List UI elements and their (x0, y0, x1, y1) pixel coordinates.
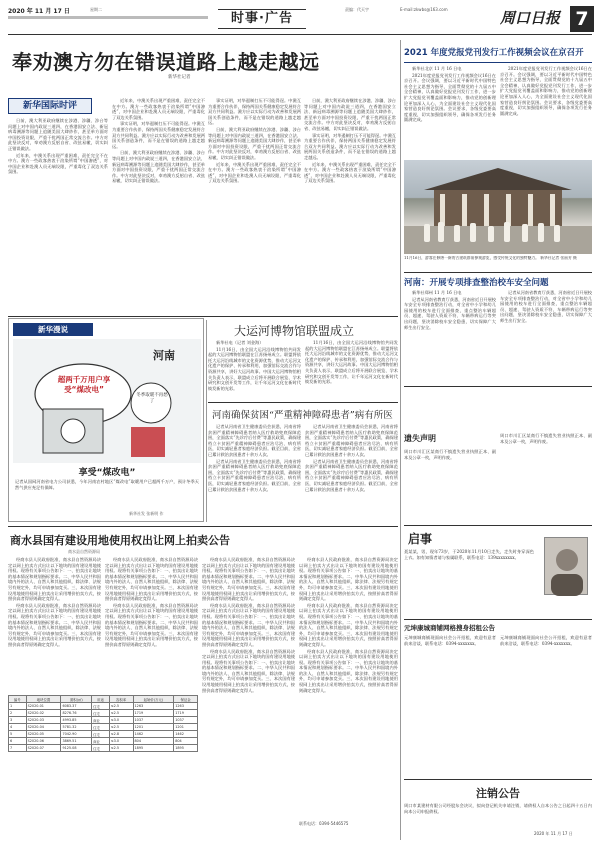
auction-col-4 (299, 557, 398, 817)
column-rule (400, 40, 401, 840)
photo-caption (404, 256, 592, 268)
table-cell: ≤2.5 (109, 745, 133, 752)
poverty-paragraph: 记者从河南省卫生健康委员会获悉，河南省将贫困严重精神障碍患者纳入医疗救助兜底保障范围，全面落实“先诊疗后付费”等惠民政策，确保建档立卡贫困严重精神障碍患者应治尽治、病有所医，切实减轻患者家庭经济负担。截至目前，全省已累计救治贫困患者十余万人次。 (305, 458, 398, 492)
header-rule (8, 16, 208, 19)
table-cell: 住宅 (92, 724, 110, 731)
table-cell: 6 (9, 738, 27, 745)
lead-paragraph: 事实证明，对华遏制打压不可能得逞。中澳互为重要合作伙伴，保持两国关系健康稳定发展符合双方共同利益。澳方应以实际行动为改善和发展两国关系创造条件，而不是在错误的道路上越走越远。 (112, 121, 205, 149)
table-cell: 商业 (92, 738, 110, 745)
lead-paragraph: 近年来，中澳关系出现严重困难，责任完全不在中方。澳方一些政客热衷于渲染所谓“中国渗透”，对中国企业和赴澳人员无端设限，严重毒化了双边关系氛围。 (112, 98, 205, 120)
table-cell: 1 (9, 703, 27, 710)
table-row (9, 738, 198, 745)
auction-paragraph: 经商水县人民政府批准，商水县自然资源局决定以网上拍卖方式出让以下地块的国有建设用地使用权。现将有关事项公告如下：一、拍卖出让地块的基本情况和规划指标要求。二、中华人民共和国境内外的法人、自然人和其他组织，除法律、法规另有规定外，均可申请参加竞买。三、本次国有建设用地使用权网上拍卖出让采用增价拍卖方式，按照价高者得原则确定竞得人。 (299, 648, 398, 693)
lead-paragraph: 日前，澳大利亚政府继续在涉港、涉疆、涉台等问题上对中国内政说三道四，在香港国安立法、新冠病毒溯源等问题上追随美国大肆炒作，甚至单方面对中国投资设限，严重干扰两国正常交流合作。中方对此坚决反对，奉劝澳方反躬自省、改弦易辙，切实纠正错误做法。 (208, 126, 301, 160)
table-header: 编号 (9, 696, 27, 703)
canal-paragraph: 11月16日，由全国大运河沿线博物馆共同发起的大运河博物馆联盟在江苏扬州成立。联盟将依托大运河沿线城市的文化资源优势，推动大运河文化遗产的保护、传承和利用，加强馆际交流合作与资源共享，讲好大运河故事。中国大运河博物馆相关负责人表示，联盟成立后将开展联合展览、学术研究和文创开发等工作，让千年运河文化在新时代焕发新的光彩。 (305, 340, 398, 385)
table-row (9, 703, 198, 710)
poverty-col-2 (305, 424, 398, 520)
lead-col-3 (208, 98, 301, 313)
table-cell: S2020-04 (26, 724, 61, 731)
table-cell: S2020-03 (26, 717, 61, 724)
declaration-title: 遗失声明 (404, 434, 436, 443)
table-cell: 1201 (133, 724, 174, 731)
cartoon-label: 河南 (153, 349, 175, 362)
auction-col-2 (105, 557, 198, 691)
table-cell: 1895 (174, 745, 198, 752)
table-cell: 3869.51 (61, 738, 92, 745)
table-cell: 1462 (174, 731, 198, 738)
canal-article (208, 318, 398, 402)
canal-headline: 大运河博物馆联盟成立 (234, 324, 355, 338)
issue-date: 2020 年 11 月 17 日 (8, 8, 70, 15)
auction-paragraph: 经商水县人民政府批准，商水县自然资源局决定以网上拍卖方式出让以下地块的国有建设用地使用权。现将有关事项公告如下：一、拍卖出让地块的基本情况和规划指标要求。二、中华人民共和国境内外的法人、自然人和其他组织，除法律、法规另有规定外，均可申请参加竞买。三、本次国有建设用地使用权网上拍卖出让采用增价拍卖方式，按照价高者得原则确定竞得人。 (299, 602, 398, 647)
lead-headline: 奉劝澳方勿在错误道路上越走越远 (12, 50, 320, 74)
table-header: 地块位置 (26, 696, 61, 703)
page-header (0, 0, 600, 38)
photo-credit: 新华社记者 张丽芳 摄 (540, 256, 577, 260)
table-cell: 8276.76 (61, 710, 92, 717)
cartoon-author: 新华社发 张新明 作 (129, 511, 164, 516)
schoolbus-article (404, 272, 592, 382)
table-cell: ≤3.0 (109, 717, 133, 724)
person-photo-icon (545, 538, 589, 596)
table-cell: 住宅 (92, 710, 110, 717)
table-cell: ≤3.0 (109, 738, 133, 745)
weekday: 星期二 (90, 7, 102, 12)
auction-paragraph: 经商水县人民政府批准，商水县自然资源局决定以网上拍卖方式出让以下地块的国有建设用地使用权。现将有关事项公告如下：一、拍卖出让地块的基本情况和规划指标要求。二、中华人民共和国境内外的法人、自然人和其他组织，除法律、法规另有规定外，均可申请参加竞买。三、本次国有建设用地使用权网上拍卖出让采用增价拍卖方式，按照价高者得原则确定竞得人。 (202, 557, 295, 602)
table-cell: 1263 (174, 703, 198, 710)
cartoon-illustration (13, 339, 201, 463)
page-number: 7 (570, 6, 594, 32)
canal-dateline: 新华社电（记者 刘金海） (216, 340, 264, 345)
canal-col-2 (305, 340, 398, 400)
auction-notice (8, 526, 398, 841)
cartoon-bubble-main: 超两千万用户享受“煤改电” (57, 375, 111, 394)
table-cell: S2020-07 (26, 745, 61, 752)
party-paragraph: 2021年度党报党刊发行工作视频会议16日在京召开。会议强调，要以习近平新时代中国特色社会主义思想为指导，全面贯彻党的十九届五中全会精神，认真做好党报党刊发行工作，进一步扩大党报党刊覆盖面和影响力，推动党的创新理论更加深入人心，为全面建设社会主义现代化国家营造良好舆论氛围。会议要求，各级党委要高度重视，切实加强组织领导，确保各项发行任务圆满完成。 (500, 66, 592, 116)
lead-paragraph: 事实证明，对华遏制打压不可能得逞。中澳互为重要合作伙伴，保持两国关系健康稳定发展符合双方共同利益。澳方应以实际行动为改善和发展两国关系创造条件，而不是在错误的道路上越走越远。 (304, 132, 396, 160)
auction-paragraph: 经商水县人民政府批准，商水县自然资源局决定以网上拍卖方式出让以下地块的国有建设用地使用权。现将有关事项公告如下：一、拍卖出让地块的基本情况和规划指标要求。二、中华人民共和国境内外的法人、自然人和其他组织，除法律、法规另有规定外，均可申请参加竞买。三、本次国有建设用地使用权网上拍卖出让采用增价拍卖方式，按照价高者得原则确定竞得人。 (105, 602, 198, 647)
table-row (9, 731, 198, 738)
poverty-paragraph: 记者从河南省卫生健康委员会获悉，河南省将贫困严重精神障碍患者纳入医疗救助兜底保障范围，全面落实“先诊疗后付费”等惠民政策，确保建档立卡贫困严重精神障碍患者应治尽治、病有所医，切实减轻患者家庭经济负担。截至目前，全省已累计救治贫困患者十余万人次。 (305, 424, 398, 457)
table-cell: 6083.37 (61, 703, 92, 710)
poverty-paragraph: 记者从河南省卫生健康委员会获悉，河南省将贫困严重精神障碍患者纳入医疗救助兜底保障范围，全面落实“先诊疗后付费”等惠民政策，确保建档立卡贫困严重精神障碍患者应治尽治、病有所医，切实减轻患者家庭经济负担。截至目前，全省已累计救治贫困患者十余万人次。 (208, 424, 301, 457)
lead-paragraph: 近年来，中澳关系出现严重困难，责任完全不在中方。澳方一些政客热衷于渲染所谓“中国渗透”，对中国企业和赴澳人员无端设限，严重毒化了双边关系氛围。 (304, 161, 396, 184)
party-col-2 (500, 66, 592, 156)
table-cell: 2 (9, 710, 27, 717)
auction-paragraph: 经商水县人民政府批准，商水县自然资源局决定以网上拍卖方式出让以下地块的国有建设用地使用权。现将有关事项公告如下：一、拍卖出让地块的基本情况和规划指标要求。二、中华人民共和国境内外的法人、自然人和其他组织，除法律、法规另有规定外，均可申请参加竞买。三、本次国有建设用地使用权网上拍卖出让采用增价拍卖方式，按照价高者得原则确定竞得人。 (299, 557, 398, 602)
table-cell: 9125.08 (61, 745, 92, 752)
table-cell: 1263 (133, 703, 174, 710)
table-cell: S2020-05 (26, 731, 61, 738)
column-rule (206, 320, 207, 522)
newspaper-logo: 周口日报 (500, 9, 561, 27)
auction-contact: 联系电话：0394-5446575 (299, 821, 349, 826)
table-header: 起始价(万元) (133, 696, 174, 703)
party-rule (404, 62, 592, 63)
schoolbus-col-2 (500, 290, 592, 378)
table-cell: S2020-06 (26, 738, 61, 745)
party-dateline: 新华社北京 11 月 16 日电 (412, 66, 462, 71)
auction-paragraph: 经商水县人民政府批准，商水县自然资源局决定以网上拍卖方式出让以下地块的国有建设用地使用权。现将有关事项公告如下：一、拍卖出让地块的基本情况和规划指标要求。二、中华人民共和国境内外的法人、自然人和其他组织，除法律、法规另有规定外，均可申请参加竞买。三、本次国有建设用地使用权网上拍卖出让采用增价拍卖方式，按照价高者得原则确定竞得人。 (202, 602, 295, 647)
auction-headline: 商水县国有建设用地使用权出让网上拍卖公告 (10, 534, 230, 547)
schoolbus-paragraph: 记者从河南省教育厅获悉，河南省近日开展校车安全专项排查整治行动，对全省中小学和幼儿园使用的校车进行全面排查，重点整治车辆超员、超速、驾驶人资质不符、车辆带病运行等突出问题，坚决消除校车安全隐患，切实保障广大师生出行安全。 (404, 296, 496, 330)
building-illustration (404, 160, 592, 254)
schoolbus-headline: 河南：开展专项排查整治校车安全问题 (404, 278, 549, 288)
section-rule (8, 316, 398, 317)
table-header: 保证金 (174, 696, 198, 703)
auction-table (8, 695, 198, 752)
schoolbus-paragraph: 记者从河南省教育厅获悉，河南省近日开展校车安全专项排查整治行动，对全省中小学和幼儿园使用的校车进行全面排查，重点整治车辆超员、超速、驾驶人资质不符、车辆带病运行等突出问题，坚决消除校车安全隐患，切实保障广大师生出行安全。 (500, 290, 592, 323)
auction-paragraph: 经商水县人民政府批准，商水县自然资源局决定以网上拍卖方式出让以下地块的国有建设用地使用权。现将有关事项公告如下：一、拍卖出让地块的基本情况和规划指标要求。二、中华人民共和国境内外的法人、自然人和其他组织，除法律、法规另有规定外，均可申请参加竞买。三、本次国有建设用地使用权网上拍卖出让采用增价拍卖方式，按照价高者得原则确定竞得人。 (8, 557, 101, 602)
column-badge (8, 98, 92, 114)
schoolbus-col-1 (404, 290, 496, 378)
section-tab (218, 9, 306, 29)
section-title: 时事·广告 (231, 11, 293, 26)
lead-paragraph: 日前，澳大利亚政府继续在涉港、涉疆、涉台等问题上对中国内政说三道四，在香港国安立法、新冠病毒溯源等问题上追随美国大肆炒作，甚至单方面对中国投资设限，严重干扰两国正常交流合作。中方对此坚决反对，奉劝澳方反躬自省、改弦易辙，切实纠正错误做法。 (112, 150, 205, 184)
poverty-col-1 (208, 424, 301, 520)
table-row (9, 710, 198, 717)
cartoon-bubble-small: 冬季取暖不再愁了 (136, 393, 168, 404)
auction-table-wrap (8, 695, 198, 835)
table-cell: 7042.90 (61, 731, 92, 738)
poverty-article (208, 402, 398, 522)
cartoon-box (8, 318, 204, 522)
auction-paragraph: 经商水县人民政府批准，商水县自然资源局决定以网上拍卖方式出让以下地块的国有建设用地使用权。现将有关事项公告如下：一、拍卖出让地块的基本情况和规划指标要求。二、中华人民共和国境内外的法人、自然人和其他组织，除法律、法规另有规定外，均可申请参加竞买。三、本次国有建设用地使用权网上拍卖出让采用增价拍卖方式，按照价高者得原则确定竞得人。 (8, 602, 101, 647)
table-cell: 5781.32 (61, 724, 92, 731)
lead-col-1 (8, 118, 108, 313)
table-header: 用途 (92, 696, 110, 703)
table-cell: 住宅 (92, 731, 110, 738)
lead-byline: 新华社记者 (168, 75, 191, 80)
table-cell: 7 (9, 745, 27, 752)
auction-col-3 (202, 557, 295, 832)
lead-article (8, 40, 398, 317)
cartoon-caption: 记者从国网河南省电力公司获悉，今年河南农村地区“煤改电”取暖用户已超两千万户，预计冬季天然气供应充足有保障。 (15, 479, 199, 490)
credit-text-2: 元坤康城商铺现面向社会公开招租，欢迎有意者前来洽谈，联系电话：0394-xxxxxxx。 (500, 635, 592, 646)
table-cell: 住宅 (92, 745, 110, 752)
table-cell: 4 (9, 724, 27, 731)
table-cell: 1895 (133, 745, 174, 752)
credit-title: 元坤康城商铺网格搜身招租公告 (404, 624, 495, 632)
table-header-row (9, 696, 198, 703)
schoolbus-dateline: 新华社郑州 11 月 16 日电 (412, 290, 462, 295)
cartoon-column-name: 新华漫说 (13, 323, 93, 336)
table-cell: 4993.85 (61, 717, 92, 724)
table-cell: 1037 (174, 717, 198, 724)
cancel-date: 2020 年 11 月 17 日 (534, 831, 573, 836)
table-header: 面积(㎡) (61, 696, 92, 703)
table-cell: 804 (133, 738, 174, 745)
declaration-text-2: 周口市川汇区某商行不慎遗失营业执照正本、副本及公章一枚，声明作废。 (500, 433, 592, 444)
poverty-paragraph: 记者从河南省卫生健康委员会获悉，河南省将贫困严重精神障碍患者纳入医疗救助兜底保障范围，全面落实“先诊疗后付费”等惠民政策，确保建档立卡贫困严重精神障碍患者应治尽治、病有所医，切实减轻患者家庭经济负担。截至目前，全省已累计救治贫困患者十余万人次。 (208, 458, 301, 492)
qishi-text: 聂某某，男，现年73岁，于2020年11月10日走失，走失时身穿深色上衣。如有知情者请与家属联系，联系电话：139xxxxxxxx。 (404, 549, 534, 560)
table-header: 容积率 (109, 696, 133, 703)
canal-col-1 (208, 340, 301, 400)
lead-paragraph: 日前，澳大利亚政府继续在涉港、涉疆、涉台等问题上对中国内政说三道四，在香港国安立法、新冠病毒溯源等问题上追随美国大肆炒作，甚至单方面对中国投资设限，严重干扰两国正常交流合作。中方对此坚决反对，奉劝澳方反躬自省、改弦易辙，切实纠正错误做法。 (304, 98, 396, 131)
column-name: 新华国际时评 (22, 101, 77, 111)
table-cell: 1462 (133, 731, 174, 738)
cartoon-caption-title: 享受“煤改电” (78, 468, 136, 478)
party-col-1 (404, 66, 496, 156)
cancel-text: 周口市某建材有限公司经股东会决议，拟向登记机关申请注销，请债权人自本公告之日起四十五日内向本公司申报债权。 (404, 803, 592, 814)
news-photo (404, 160, 592, 254)
poverty-headline: 河南确保贫困“严重精神障碍患者”病有所医 (212, 410, 393, 421)
table-cell: ≤2.5 (109, 710, 133, 717)
declaration-text: 周口市川汇区某商行不慎遗失营业执照正本、副本及公章一枚，声明作废。 (404, 449, 496, 460)
table-cell: 1719 (174, 710, 198, 717)
lead-paragraph: 事实证明，对华遏制打压不可能得逞。中澳互为重要合作伙伴，保持两国关系健康稳定发展符合双方共同利益。澳方应以实际行动为改善和发展两国关系创造条件，而不是在错误的道路上越走越远。 (208, 98, 301, 126)
canal-paragraph: 11月16日，由全国大运河沿线博物馆共同发起的大运河博物馆联盟在江苏扬州成立。联盟将依托大运河沿线城市的文化资源优势，推动大运河文化遗产的保护、传承和利用，加强馆际交流合作与资源共享，讲好大运河故事。中国大运河博物馆相关负责人表示，联盟成立后将开展联合展览、学术研究和文创开发等工作，让千年运河文化在新时代焕发新的光彩。 (208, 346, 301, 391)
table-cell: ≤2.5 (109, 724, 133, 731)
table-cell: ≤2.8 (109, 731, 133, 738)
lead-paragraph: 近年来，中澳关系出现严重困难，责任完全不在中方。澳方一些政客热衷于渲染所谓“中国渗透”，对中国企业和赴澳人员无端设限，严重毒化了双边关系氛围。 (8, 152, 108, 175)
auction-paragraph: 经商水县人民政府批准，商水县自然资源局决定以网上拍卖方式出让以下地块的国有建设用地使用权。现将有关事项公告如下：一、拍卖出让地块的基本情况和规划指标要求。二、中华人民共和国境内外的法人、自然人和其他组织，除法律、法规另有规定外，均可申请参加竞买。三、本次国有建设用地使用权网上拍卖出让采用增价拍卖方式，按照价高者得原则确定竞得人。 (202, 648, 295, 693)
table-cell: 3 (9, 717, 27, 724)
qishi-title: 启事 (408, 532, 433, 546)
cancel-title: 注销公告 (476, 787, 520, 800)
auction-paragraph: 经商水县人民政府批准，商水县自然资源局决定以网上拍卖方式出让以下地块的国有建设用地使用权。现将有关事项公告如下：一、拍卖出让地块的基本情况和规划指标要求。二、中华人民共和国境内外的法人、自然人和其他组织，除法律、法规另有规定外，均可申请参加竞买。三、本次国有建设用地使用权网上拍卖出让采用增价拍卖方式，按照价高者得原则确定竞得人。 (105, 557, 198, 602)
editor: 责编：代天宇 (345, 7, 369, 12)
party-headline: 2021 年度党报党刊发行工作视频会议在京召开 (404, 48, 584, 58)
table-cell: 商业 (92, 717, 110, 724)
photo-caption-text: 11月16日，游客在修缮一新的古建筑群前参观游览，感受传统文化的独特魅力。 (404, 256, 539, 260)
table-row (9, 724, 198, 731)
auction-col-1 (8, 557, 101, 691)
classifieds (404, 386, 592, 841)
lead-paragraph: 日前，澳大利亚政府继续在涉港、涉疆、涉台等问题上对中国内政说三道四，在香港国安立法、新冠病毒溯源等问题上追随美国大肆炒作，甚至单方面对中国投资设限，严重干扰两国正常交流合作。中方对此坚决反对，奉劝澳方反躬自省、改弦易辙，切实纠正错误做法。 (8, 118, 108, 151)
table-cell: 804 (174, 738, 198, 745)
table-cell: S2020-02 (26, 710, 61, 717)
party-paragraph: 2021年度党报党刊发行工作视频会议16日在京召开。会议强调，要以习近平新时代中国特色社会主义思想为指导，全面贯彻党的十九届五中全会精神，认真做好党报党刊发行工作，进一步扩大党报党刊覆盖面和影响力，推动党的创新理论更加深入人心，为全面建设社会主义现代化国家营造良好舆论氛围。会议要求，各级党委要高度重视，切实加强组织领导，确保各项发行任务圆满完成。 (404, 72, 496, 123)
lead-paragraph: 近年来，中澳关系出现严重困难，责任完全不在中方。澳方一些政客热衷于渲染所谓“中国渗透”，对中国企业和赴澳人员无端设限，严重毒化了双边关系氛围。 (208, 161, 301, 184)
auction-issuer: 商水县自然资源局 (68, 549, 100, 554)
table-cell: 1037 (133, 717, 174, 724)
table-cell: ≤2.5 (109, 703, 133, 710)
lead-col-4 (304, 98, 396, 313)
party-article (404, 40, 592, 272)
table-row (9, 717, 198, 724)
table-cell: 5 (9, 731, 27, 738)
avatar (544, 537, 588, 595)
table-row (9, 745, 198, 752)
header-divider (8, 34, 592, 35)
email: E-mail:zkwbs@163.com (400, 7, 448, 12)
table-cell: 住宅 (92, 703, 110, 710)
lead-col-2 (112, 98, 205, 313)
table-cell: 1719 (133, 710, 174, 717)
table-cell: 1201 (174, 724, 198, 731)
table-cell: S2020-01 (26, 703, 61, 710)
credit-text: 元坤康城商铺现面向社会公开招租，欢迎有意者前来洽谈，联系电话：0394-xxxxxxx。 (404, 635, 496, 646)
